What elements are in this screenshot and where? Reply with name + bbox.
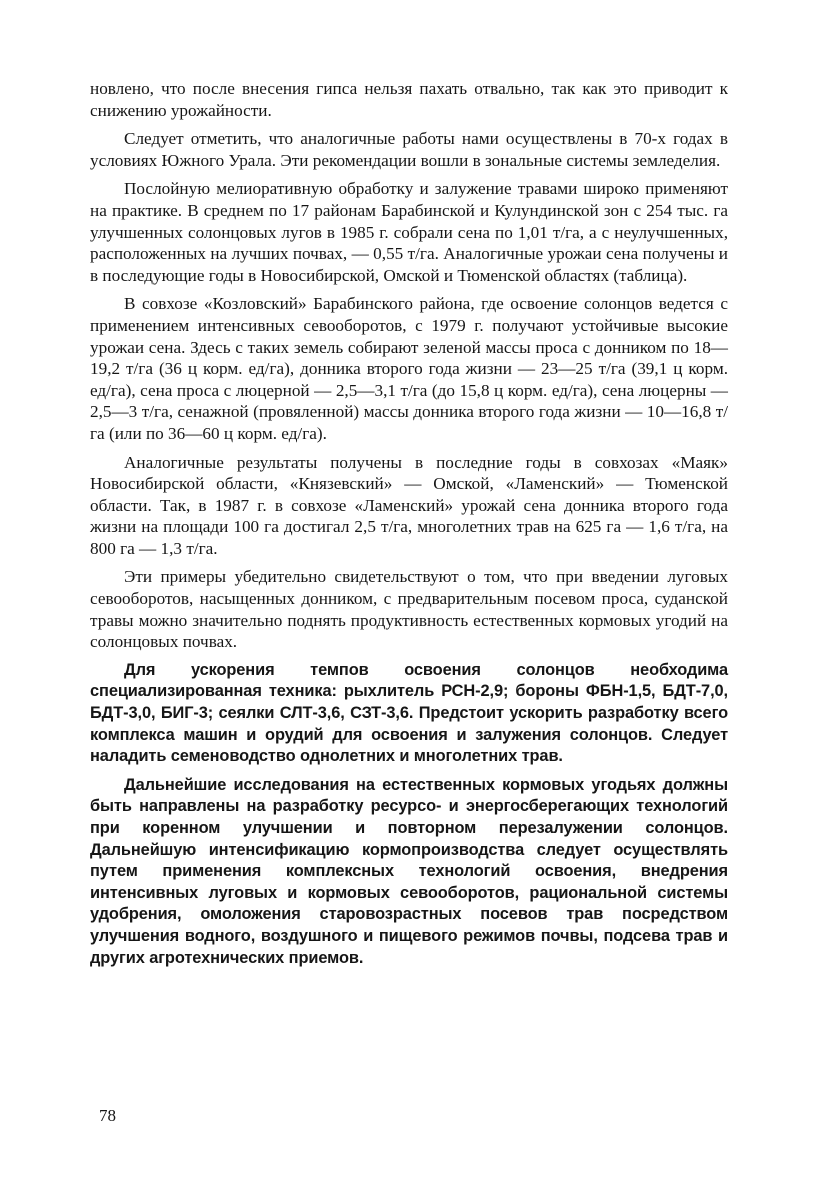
page-number: 78 <box>99 1106 116 1125</box>
paragraph-3: Послойную мелиоративную обработку и залужение травами широко применяют на практике. В среднем по 17 районам Барабинской и Кулундинской зон с 254 тыс. га улучшенных солонцовых лугов в 1985 г. собрали сена по 1,01 т/га, а с неулучшенных, расположенных на лучших почвах, — 0,55 т/га. Аналогичные урожаи сена получены и в последующие годы в Новосибирской, Омской и Тюменской областях (таблица). <box>90 179 728 285</box>
page-body <box>90 78 728 976</box>
paragraph-8: Дальнейшие исследования на естественных кормовых угодьях должны быть направлены на разработку ресурсо- и энергосберегающих технологий при коренном улучшении и повторном перезалужении солонцов. Дальнейшую интенсификацию кормопроизводства следует осуществлять путем применения комплексных технологий освоения, внедрения интенсивных луговых и кормовых севооборотов, рациональной системы удобрения, омоложения старовозрастных посевов трав посредством улучшения водного, воздушного и пищевого режимов почвы, подсева трав и других агротехнических приемов. <box>90 775 728 967</box>
paragraph-7: Для ускорения темпов освоения солонцов необходима специализированная техника: рыхлитель РСН-2,9; бороны ФБН-1,5, БДТ-7,0, БДТ-3,0, БИГ-3; сеялки СЛТ-3,6, СЗТ-3,6. Предстоит ускорить разработку всего комплекса машин и орудий для освоения и залужения солонцов. Следует наладить семеноводство однолетних и многолетних трав. <box>90 660 728 766</box>
paragraph-6: Эти примеры убедительно свидетельствуют о том, что при введении луговых севооборотов, насыщенных донником, с предварительным посевом проса, суданской травы можно значительно поднять продуктивность естественных кормовых угодий на солонцовых почвах. <box>90 567 728 652</box>
paragraph-4: В совхозе «Козловский» Барабинского района, где освоение солонцов ведется с применением интенсивных севооборотов, с 1979 г. получают устойчивые высокие урожаи сена. Здесь с таких земель собирают зеленой массы проса с донником по 18—19,2 т/га (36 ц корм. ед/га), донника второго года жизни — 23—25 т/га (39,1 ц корм. ед/га), сена проса с люцерной — 2,5—3,1 т/га (до 15,8 ц корм. ед/га), сена люцерны — 2,5—3 т/га, сенажной (провяленной) массы донника второго года жизни — 10—16,8 т/га (или по 36—60 ц корм. ед/га). <box>90 294 728 443</box>
paragraph-2: Следует отметить, что аналогичные работы нами осуществлены в 70-х годах в условиях Южного Урала. Эти рекомендации вошли в зональные системы земледелия. <box>90 129 728 170</box>
paragraph-5: Аналогичные результаты получены в последние годы в совхозах «Маяк» Новосибирской области, «Князевский» — Омской, «Ламенский» — Тюменской области. Так, в 1987 г. в совхозе «Ламенский» урожай сена донника второго года жизни на площади 100 га достигал 2,5 т/га, многолетних трав на 625 га — 1,6 т/га, на 800 га — 1,3 т/га. <box>90 452 728 558</box>
paragraph-1: новлено, что после внесения гипса нельзя пахать отвально, так как это приводит к снижению урожайности. <box>90 79 728 120</box>
